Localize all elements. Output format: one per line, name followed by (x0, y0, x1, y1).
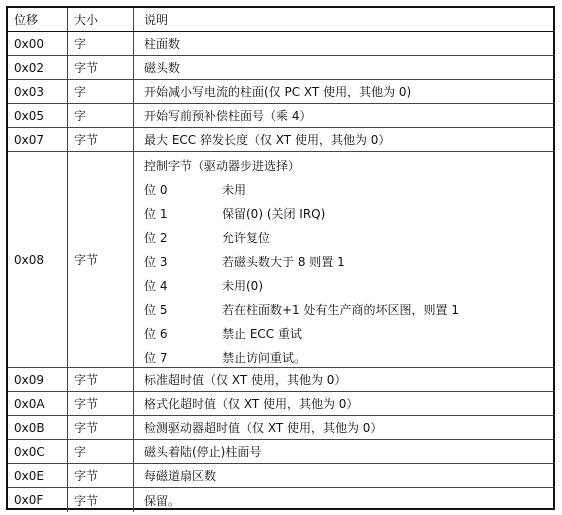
header-size: 大小 (68, 8, 134, 31)
size-cell: 字节 (68, 368, 134, 391)
offset-cell: 0x0F (8, 488, 68, 512)
offset-cell: 0x00 (8, 32, 68, 55)
bit-line (144, 321, 553, 345)
offset-cell: 0x08 (8, 152, 68, 367)
description-cell: 检测驱动器超时值（仅 XT 使用，其他为 0） (144, 421, 383, 435)
table-header-row (8, 8, 553, 32)
size-cell: 字节 (68, 392, 134, 415)
bit-label: 位 5 (144, 302, 168, 317)
size-cell: 字 (68, 80, 134, 103)
offset-cell: 0x07 (8, 128, 68, 151)
bit-text: 未用 (222, 182, 247, 197)
description-cell: 柱面数 (144, 37, 181, 51)
table-row (8, 128, 553, 152)
offset-cell: 0x0E (8, 464, 68, 487)
bit-text: 禁止 ECC 重试 (222, 326, 302, 341)
header-offset: 位移 (8, 8, 68, 31)
size-cell: 字节 (68, 416, 134, 439)
header-description: 说明 (144, 13, 169, 27)
offset-cell: 0x0A (8, 392, 68, 415)
table-row (8, 80, 553, 104)
description-cell: 格式化超时值（仅 XT 使用，其他为 0） (144, 397, 359, 411)
table-row (8, 368, 553, 392)
control-byte-title: 控制字节（驱动器步进选择） (144, 158, 301, 173)
bit-line (144, 297, 553, 321)
offset-cell: 0x09 (8, 368, 68, 391)
table-row (8, 392, 553, 416)
description-cell: 保留。 (144, 493, 181, 508)
bit-label: 位 0 (144, 182, 168, 197)
table-row (8, 488, 553, 512)
bit-label: 位 6 (144, 326, 168, 341)
description-cell: 磁头数 (144, 61, 181, 75)
description-cell: 标准超时值（仅 XT 使用，其他为 0） (144, 373, 347, 387)
size-cell: 字 (68, 440, 134, 463)
size-cell: 字节 (68, 128, 134, 151)
table-row (8, 56, 553, 80)
offset-cell: 0x05 (8, 104, 68, 127)
bit-label: 位 2 (144, 230, 168, 245)
table-row (8, 416, 553, 440)
description-cell: 每磁道扇区数 (144, 469, 217, 483)
size-cell: 字节 (68, 56, 134, 79)
table-row (8, 32, 553, 56)
parameter-table (6, 6, 555, 510)
bit-line (144, 249, 553, 273)
table-row (8, 104, 553, 128)
bit-text: 若磁头数大于 8 则置 1 (222, 254, 345, 269)
bit-label: 位 1 (144, 206, 168, 221)
bit-text: 允许复位 (222, 230, 271, 245)
offset-cell: 0x02 (8, 56, 68, 79)
table-row (8, 440, 553, 464)
bit-text: 未用(0) (222, 278, 263, 293)
bit-text: 若在柱面数+1 处有生产商的坏区图，则置 1 (222, 302, 459, 317)
bit-label: 位 3 (144, 254, 168, 269)
offset-cell: 0x03 (8, 80, 68, 103)
bit-text: 禁止访问重试。 (222, 350, 307, 365)
description-cell: 磁头着陆(停止)柱面号 (144, 445, 262, 459)
offset-cell: 0x0C (8, 440, 68, 463)
offset-cell: 0x0B (8, 416, 68, 439)
size-cell: 字 (68, 104, 134, 127)
bit-line (144, 273, 553, 297)
description-cell (134, 152, 553, 367)
size-cell: 字节 (68, 152, 134, 367)
description-cell: 开始减小写电流的柱面(仅 PC XT 使用，其他为 0) (144, 85, 412, 99)
size-cell: 字节 (68, 488, 134, 512)
description-cell: 最大 ECC 猝发长度（仅 XT 使用，其他为 0） (144, 133, 391, 147)
description-cell: 开始写前预补偿柱面号（乘 4） (144, 109, 312, 123)
bit-text: 保留(0) (关闭 IRQ) (222, 206, 326, 221)
bit-label: 位 4 (144, 278, 168, 293)
bit-line (144, 177, 553, 201)
bit-label: 位 7 (144, 350, 168, 365)
table-row (8, 464, 553, 488)
bit-line (144, 345, 553, 369)
size-cell: 字节 (68, 464, 134, 487)
table-row-control-byte (8, 152, 553, 368)
bit-line (144, 201, 553, 225)
size-cell: 字 (68, 32, 134, 55)
bit-line (144, 225, 553, 249)
